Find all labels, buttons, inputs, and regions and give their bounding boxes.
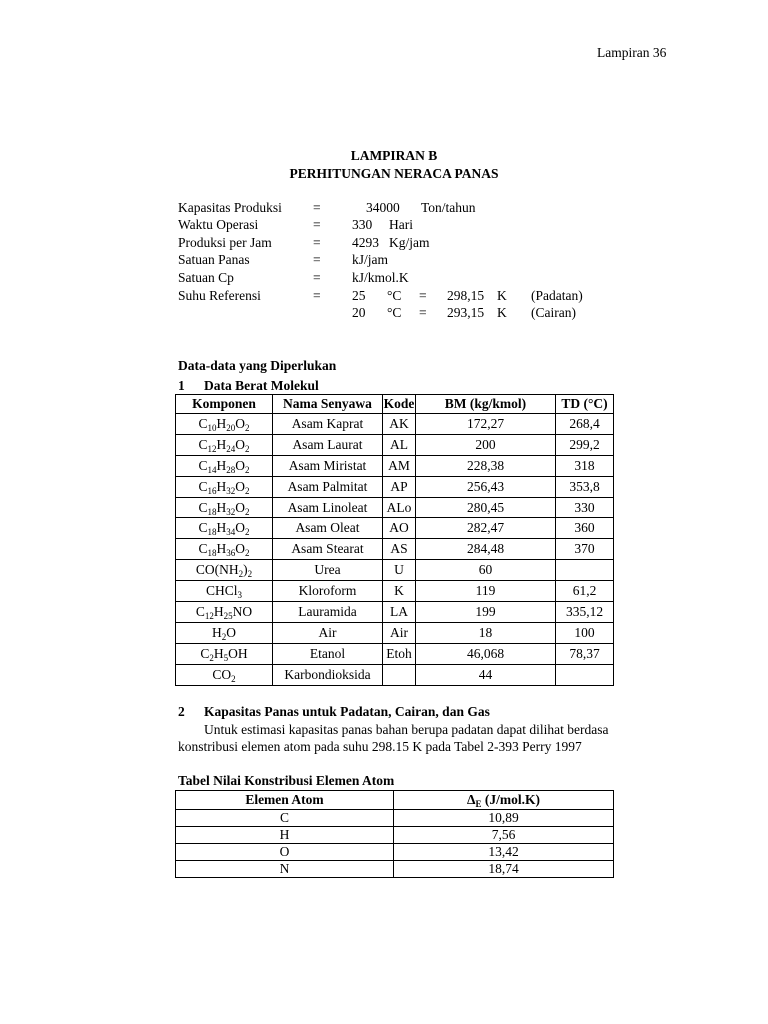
cell-name: Lauramida	[273, 602, 383, 623]
cell-td: 370	[556, 539, 614, 560]
formula-text: )	[243, 562, 248, 578]
param-eq: =	[313, 217, 321, 232]
suhu-value: 20	[352, 305, 366, 320]
formula-text: C	[198, 520, 208, 536]
param-eq: =	[313, 270, 321, 285]
cell-name: Asam Miristat	[273, 455, 383, 476]
formula-text: C	[195, 603, 205, 619]
formula-text: CO(NH	[195, 562, 239, 578]
table-header-row	[176, 791, 614, 810]
param-value: 34000	[366, 200, 400, 215]
formula-cell	[176, 560, 273, 581]
formula-subscript: 2	[245, 464, 250, 475]
formula-text: H	[216, 541, 227, 557]
param-value: 330	[352, 217, 373, 232]
cell-code: AK	[383, 414, 416, 435]
formula-cell	[176, 622, 273, 643]
cell-code: K	[383, 581, 416, 602]
cell-td: 360	[556, 518, 614, 539]
cell-code: AP	[383, 476, 416, 497]
table-row	[176, 434, 614, 455]
formula-subscript: 12	[207, 443, 217, 454]
param-value: kJ/jam	[352, 252, 388, 267]
formula-text: C	[198, 457, 208, 473]
formula-cell	[176, 476, 273, 497]
formula-subscript: 32	[226, 506, 236, 517]
suhu-unit: °C	[387, 288, 402, 303]
formula-cell	[176, 602, 273, 623]
formula-text: NO	[232, 603, 253, 619]
formula-text: O	[235, 457, 245, 473]
formula-subscript: 14	[207, 464, 217, 475]
cell-el: C	[176, 810, 394, 827]
formula-cell	[176, 518, 273, 539]
formula-subscript: 25	[223, 610, 233, 621]
formula-subscript: 12	[204, 610, 214, 621]
suhu-label: Suhu Referensi	[178, 288, 261, 303]
sub1-title: Data Berat Molekul	[204, 378, 319, 393]
suhu-eq2: =	[419, 288, 427, 303]
suhu-value: 25	[352, 288, 366, 303]
table-row	[176, 518, 614, 539]
formula-subscript: 36	[226, 548, 236, 559]
cell-el: O	[176, 844, 394, 861]
param-eq: =	[313, 235, 321, 250]
cell-td	[556, 664, 614, 685]
formula-text: OH	[228, 645, 248, 661]
formula-cell	[176, 414, 273, 435]
param-value: 4293	[352, 235, 379, 250]
cell-td: 335,12	[556, 602, 614, 623]
formula-subscript: 28	[226, 464, 236, 475]
cell-td: 353,8	[556, 476, 614, 497]
cell-code: LA	[383, 602, 416, 623]
formula-text: C	[200, 645, 210, 661]
table-row	[176, 455, 614, 476]
table-row	[176, 414, 614, 435]
formula-cell	[176, 497, 273, 518]
formula-text: H	[213, 645, 224, 661]
cell-el: H	[176, 827, 394, 844]
formula-cell	[176, 581, 273, 602]
suhu-kelvin: 298,15	[447, 288, 485, 303]
cell-name: Asam Kaprat	[273, 414, 383, 435]
formula-text: H	[216, 520, 227, 536]
col-header: Elemen Atom	[176, 791, 394, 810]
suhu-kelvin: 293,15	[447, 305, 485, 320]
formula-text: H	[216, 457, 227, 473]
cell-code	[383, 664, 416, 685]
cell-val: 7,56	[394, 827, 614, 844]
cell-code: AL	[383, 434, 416, 455]
cell-bm: 60	[416, 560, 556, 581]
table-row	[176, 581, 614, 602]
formula-text: H	[216, 436, 227, 452]
cell-td: 299,2	[556, 434, 614, 455]
cell-td: 330	[556, 497, 614, 518]
section2-para-line1: Untuk estimasi kapasitas panas bahan berupa padatan dapat dilihat berdasa	[204, 722, 609, 737]
formula-subscript: 16	[207, 485, 217, 496]
cell-code: Air	[383, 622, 416, 643]
formula-cell	[176, 434, 273, 455]
cell-td: 100	[556, 622, 614, 643]
formula-text: C	[198, 499, 208, 515]
cell-code: ALo	[383, 497, 416, 518]
formula-text: H	[216, 478, 227, 494]
table-row	[176, 476, 614, 497]
cell-bm: 44	[416, 664, 556, 685]
table-row	[176, 844, 614, 861]
cell-name: Urea	[273, 560, 383, 581]
table-row	[176, 810, 614, 827]
element-contribution-table	[175, 790, 614, 878]
table-row	[176, 560, 614, 581]
cell-name: Asam Stearat	[273, 539, 383, 560]
param-label: Produksi per Jam	[178, 235, 272, 250]
param-label: Satuan Panas	[178, 252, 250, 267]
param-eq: =	[313, 200, 321, 215]
formula-text: O	[235, 436, 245, 452]
section2-num: 2	[178, 704, 185, 719]
formula-subscript: 2	[247, 569, 253, 580]
cell-name: Air	[273, 622, 383, 643]
cell-code: AS	[383, 539, 416, 560]
formula-text: C	[198, 541, 208, 557]
table-row	[176, 664, 614, 685]
formula-subscript: 2	[231, 673, 236, 684]
param-eq: =	[313, 252, 321, 267]
table-header-row	[176, 395, 614, 414]
molecular-weight-table	[175, 394, 614, 686]
table-row	[176, 643, 614, 664]
cell-td: 318	[556, 455, 614, 476]
cell-code: Etoh	[383, 643, 416, 664]
formula-text: H	[213, 603, 224, 619]
formula-subscript: 2	[245, 422, 250, 433]
cell-bm: 199	[416, 602, 556, 623]
section2-title: Kapasitas Panas untuk Padatan, Cairan, dan Gas	[204, 704, 490, 719]
formula-subscript: 2	[245, 548, 250, 559]
formula-text: O	[235, 520, 245, 536]
param-unit: Kg/jam	[389, 235, 430, 250]
table-row	[176, 602, 614, 623]
formula-text: C	[198, 478, 208, 494]
cell-td: 268,4	[556, 414, 614, 435]
cell-name: Etanol	[273, 643, 383, 664]
cell-val: 10,89	[394, 810, 614, 827]
cell-el: N	[176, 861, 394, 878]
cell-td: 78,37	[556, 643, 614, 664]
cell-name: Asam Palmitat	[273, 476, 383, 497]
cell-code: AM	[383, 455, 416, 476]
suhu-unit: °C	[387, 305, 402, 320]
col-header: Nama Senyawa	[273, 395, 383, 414]
cell-bm: 46,068	[416, 643, 556, 664]
formula-subscript: 34	[226, 527, 236, 538]
cell-bm: 172,27	[416, 414, 556, 435]
formula-text: O	[235, 499, 245, 515]
table-row	[176, 622, 614, 643]
formula-subscript: 2	[245, 485, 250, 496]
formula-subscript: 18	[207, 548, 217, 559]
table-row	[176, 497, 614, 518]
suhu-note: (Cairan)	[531, 305, 576, 320]
suhu-eq: =	[313, 288, 321, 303]
formula-subscript: 10	[207, 422, 217, 433]
formula-subscript: 2	[245, 527, 250, 538]
table-row	[176, 539, 614, 560]
cell-bm: 18	[416, 622, 556, 643]
formula-subscript: 18	[207, 527, 217, 538]
cell-val: 18,74	[394, 861, 614, 878]
title-line2: PERHITUNGAN NERACA PANAS	[289, 166, 499, 181]
formula-text: O	[235, 478, 245, 494]
formula-subscript: 2	[245, 443, 250, 454]
col-header-delta	[394, 791, 614, 810]
formula-text: H	[212, 624, 222, 640]
delta-subscript: E	[475, 799, 482, 809]
section2-para-line2: konstribusi elemen atom pada suhu 298.15 K pada Tabel 2-393 Perry 1997	[178, 739, 582, 754]
cell-val: 13,42	[394, 844, 614, 861]
suhu-eq2: =	[419, 305, 427, 320]
formula-subscript: 32	[226, 485, 236, 496]
suhu-kelvin-unit: K	[497, 305, 507, 320]
suhu-note: (Padatan)	[531, 288, 583, 303]
cell-bm: 256,43	[416, 476, 556, 497]
cell-name: Asam Oleat	[273, 518, 383, 539]
delta-symbol: Δ	[467, 792, 476, 807]
formula-text: H	[216, 415, 227, 431]
formula-text: CO	[212, 666, 232, 682]
sub1-num: 1	[178, 378, 185, 393]
title-line1: LAMPIRAN B	[350, 148, 438, 163]
cell-td	[556, 560, 614, 581]
formula-text: C	[198, 415, 208, 431]
formula-subscript: 20	[226, 422, 236, 433]
formula-text: O	[226, 624, 236, 640]
cell-bm: 282,47	[416, 518, 556, 539]
col-header: BM (kg/kmol)	[416, 395, 556, 414]
param-label: Satuan Cp	[178, 270, 234, 285]
formula-text: H	[216, 499, 227, 515]
param-value: kJ/kmol.K	[352, 270, 409, 285]
page-label: Lampiran 36	[597, 45, 667, 60]
delta-unit: (J/mol.K)	[481, 792, 540, 807]
cell-td: 61,2	[556, 581, 614, 602]
formula-cell	[176, 643, 273, 664]
formula-text: O	[235, 541, 245, 557]
formula-subscript: 18	[207, 506, 217, 517]
cell-code: AO	[383, 518, 416, 539]
formula-cell	[176, 539, 273, 560]
cell-bm: 119	[416, 581, 556, 602]
col-header: TD (°C)	[556, 395, 614, 414]
formula-subscript: 2	[221, 631, 227, 642]
cell-bm: 200	[416, 434, 556, 455]
cell-bm: 228,38	[416, 455, 556, 476]
col-header: Komponen	[176, 395, 273, 414]
cell-name: Asam Linoleat	[273, 497, 383, 518]
col-header: Kode	[383, 395, 416, 414]
formula-subscript: 2	[209, 652, 214, 663]
param-label: Kapasitas Produksi	[178, 200, 282, 215]
cell-name: Asam Laurat	[273, 434, 383, 455]
param-unit: Hari	[389, 217, 413, 232]
formula-text: C	[198, 436, 208, 452]
formula-subscript: 24	[226, 443, 236, 454]
cell-name: Kloroform	[273, 581, 383, 602]
cell-bm: 280,45	[416, 497, 556, 518]
cell-bm: 284,48	[416, 539, 556, 560]
cell-code: U	[383, 560, 416, 581]
param-label: Waktu Operasi	[178, 217, 259, 232]
formula-subscript: 5	[223, 652, 229, 663]
formula-text: O	[235, 415, 245, 431]
table-row	[176, 827, 614, 844]
formula-cell	[176, 455, 273, 476]
formula-text: CHCl	[205, 583, 238, 599]
formula-subscript: 2	[238, 569, 244, 580]
suhu-kelvin-unit: K	[497, 288, 507, 303]
formula-subscript: 3	[237, 590, 242, 601]
table-row	[176, 861, 614, 878]
formula-cell	[176, 664, 273, 685]
table2-caption: Tabel Nilai Konstribusi Elemen Atom	[178, 773, 395, 788]
section-heading: Data-data yang Diperlukan	[178, 358, 337, 373]
cell-name: Karbondioksida	[273, 664, 383, 685]
formula-subscript: 2	[245, 506, 250, 517]
param-unit: Ton/tahun	[421, 200, 476, 215]
